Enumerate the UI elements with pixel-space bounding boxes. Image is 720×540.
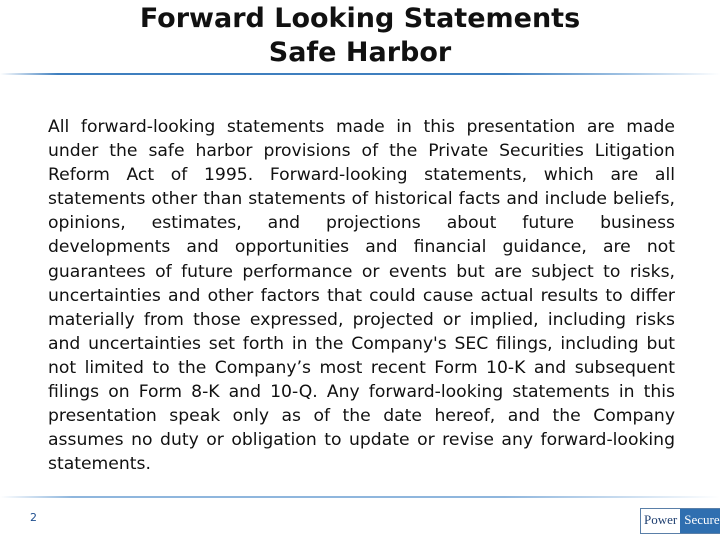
logo-power-text: Power [641, 509, 680, 533]
slide-title [0, 2, 720, 70]
title-line-1: Forward Looking Statements [139, 3, 581, 34]
title-divider [0, 73, 720, 75]
logo-secure-text: Secure [680, 509, 720, 533]
powersecure-logo [640, 508, 720, 534]
page-number: 2 [30, 511, 37, 524]
footer-divider [0, 496, 720, 498]
safe-harbor-paragraph: All forward-looking statements made in this presentation are made under the safe harbor provisions of the Private Securities Litigation Reform Act of 1995. Forward-looking statements, which are all statements other than statements of historical facts and include beliefs, opinions, estimates, and projections about future business developments and opportunities and financial guidance, are not guarantees of future performance or events but are subject to risks, uncertainties and other factors that could cause actual results to differ materially from those expressed, projected or implied, including risks and uncertainties set forth in the Company's SEC filings, including but not limited to the Company’s most recent Form 10-K and subsequent filings on Form 8-K and 10-Q. Any forward-looking statements in this presentation speak only as of the date hereof, and the Company assumes no duty or obligation to update or revise any forward-looking statements. [48, 117, 675, 475]
title-line-2: Safe Harbor [268, 37, 452, 68]
